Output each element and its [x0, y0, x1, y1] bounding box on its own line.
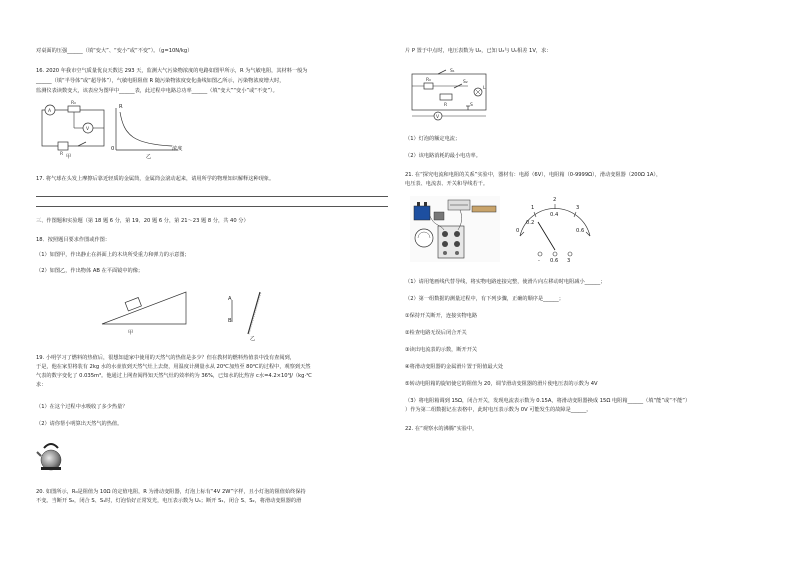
q16-line2: ______（填“半导体”或“超导体”），气敏电阻阻值 R 随污染物浓度变化曲线如图乙所示，污染物浓度增大时， [36, 78, 285, 84]
q21-step-3: ③读出电流表的示数，断开开关 [405, 347, 478, 353]
ammeter-tick-1: 1 [531, 205, 535, 211]
ammeter-sub-2: 0.6 [576, 228, 585, 234]
q22-text: 22. 在“观察水的沸腾”实验中， [405, 426, 478, 432]
q20-sub1: （1）灯泡的额定电流； [405, 136, 461, 142]
q21-step-2: ②检查电路无误后闭合开关 [405, 330, 467, 336]
q19-line1: 19. 小明学习了燃料的热值后，很想知道家中使用的天然气的热值是多少？但在教材的燃料热值表中没有查阅到， [36, 355, 295, 361]
q18-part2: （2）如图乙，作出物体 AB 在平面镜中的像； [36, 268, 144, 274]
q16-axis-r: R [119, 104, 123, 110]
q16-caption-yi: 乙 [146, 154, 152, 160]
q21-line1: 21. 在“探究电流和电阻的关系”实验中，器材有：电源（6V），电阻箱（0-9999Ω），滑动变阻器（200Ω 1A）， [405, 172, 662, 178]
q18-part1: （1）如图甲，作出静止在斜面上的木块所受重力和弹力的示意图； [36, 252, 190, 258]
q19-sub2: （2）请你帮小明算出天然气的热值。 [36, 421, 123, 427]
terminal-06: 0.6 [550, 258, 559, 264]
ammeter-sub-0: 0.2 [526, 220, 535, 226]
q21-step-1: ①保持开关断开，连接实物电路 [405, 313, 478, 319]
q16-origin: 0 [111, 146, 115, 152]
q21-part1: （1）请用笔画线代替导线，将实物电路连接完整，使滑片向左移动时电阻减小______； [405, 279, 606, 285]
q21-step-5: ⑤转动电阻箱的旋钮使它的阻值为 20，调节滑动变阻器的滑片使电压表的示数为 4V [405, 381, 598, 387]
svg-text:R: R [60, 152, 64, 157]
q19-line4: 求： [36, 382, 47, 388]
ammeter-tick-3: 3 [576, 205, 580, 211]
q21-part3-b: ）作为第二组数据记在表格中，此时电压表示数为 0V 可能发生的故障是______。 [405, 407, 592, 413]
svg-text:S: S [470, 103, 473, 108]
terminal-3: 3 [567, 258, 571, 264]
q17-text: 17. 将气球在头发上摩擦后靠近轻质的金属筒，金属筒会滚动起来，请用所学的物理知识解释这种现象。 [36, 176, 275, 182]
q18-heading: 18．按照题目要求作图或作图： [36, 237, 111, 243]
q16-line3: 监测仪表读数变大，该表应为图甲中______表，此过程中电路总功率______（填“变大”“变小”或“不变”）。 [36, 88, 278, 94]
q20-line2: 不变。当断开 S₂，闭合 S、S₁时，灯泡恰好正常发光，电压表示数为 U₁；断开 S₁，闭合 S、S₂，将滑动变阻器的滑 [36, 498, 302, 504]
q18-mirror-figure [228, 290, 268, 340]
svg-text:S₁: S₁ [450, 69, 455, 74]
q19-sub1: （1）在这个过程中水吸收了多少热量？ [36, 404, 128, 410]
svg-text:A: A [48, 109, 52, 114]
q16-caption-jia: 甲 [66, 154, 72, 160]
q21-part2: （2）第一组数据的测量过程中，有下列步骤，正确的顺序是______； [405, 296, 564, 302]
svg-text:R₀: R₀ [426, 78, 431, 83]
answer-line-2 [36, 206, 388, 207]
q20-line1: 20. 如图所示，R₀是阻值为 10Ω 的定值电阻，R 为滑动变阻器，灯泡上标有“4V 2W”字样，且小灯泡的阻值始终保持 [36, 489, 306, 495]
svg-text:R₀: R₀ [71, 101, 76, 106]
q15-tail: 对桌面的压强______（填“变大”、“变小”或“不变”）。（g=10N/kg） [36, 48, 193, 54]
q21-ammeter-dial [510, 200, 600, 262]
q18-caption-yi: 乙 [250, 336, 256, 342]
ammeter-sub-1: 0.4 [550, 212, 559, 218]
svg-text:R: R [444, 103, 448, 108]
q18-label-a: A [228, 296, 232, 302]
kettle-image [38, 440, 64, 472]
q16-axis-x: 浓度 [172, 146, 183, 152]
q16-circuit-diagram [40, 100, 110, 160]
q20-sub2: （2）该电路消耗的最小电功率。 [405, 153, 481, 159]
terminal-neg: - [538, 258, 540, 264]
svg-text:S₂: S₂ [463, 80, 468, 85]
q20-continued: 片 P 置于中点时，电压表数为 U₂，已知 U₂与 U₁相差 1V，求： [405, 48, 552, 54]
svg-text:L: L [483, 86, 486, 91]
q18-label-b: B [228, 318, 232, 324]
q21-part3-a: （3）将电阻箱调到 15Ω，闭合开关，发现电流表示数为 0.15A，将滑动变阻器换成 15Ω 电阻箱______（填“能”或“不能”） [405, 398, 691, 404]
q20-circuit-diagram [408, 64, 490, 124]
q21-apparatus-figure [410, 196, 500, 262]
answer-line-1 [36, 196, 388, 197]
svg-text:V: V [436, 115, 440, 120]
q18-caption-jia: 甲 [128, 330, 134, 336]
ammeter-tick-0: 0 [516, 228, 520, 234]
ammeter-tick-2: 2 [553, 197, 557, 203]
q21-line2: 电压表、电流表、开关和导线若干。 [405, 181, 489, 187]
q21-step-4: ④将滑动变阻器的金属滑片置于阻值最大处 [405, 364, 504, 370]
svg-text:V: V [86, 127, 90, 132]
q18-incline-figure [100, 288, 190, 328]
q16-line1: 16. 2020 年我市空气质量优良天数达 293 天，监测大气污染物浓度的电路如图甲所示，R 为气敏电阻，其材料一般为 [36, 68, 308, 74]
q19-line2: 于是，他在家里将装有 2kg 水的水壶放到天然气灶上去烧，用温度计测量水从 20℃加热至 80℃的过程中，观察到天然 [36, 364, 311, 370]
section-3-heading: 三、作图题和实验题（第 18 题 6 分，第 19、20 题 6 分，第 21～23 题 8 分，共 40 分） [36, 218, 249, 224]
right-column [400, 0, 794, 561]
q19-line3: 气表的数字变化了 0.035m³。他通过上网查阅得知天然气灶的效率约为 36%，已知水的比热容 c水=4.2×10³J/（kg·℃ [36, 373, 312, 379]
